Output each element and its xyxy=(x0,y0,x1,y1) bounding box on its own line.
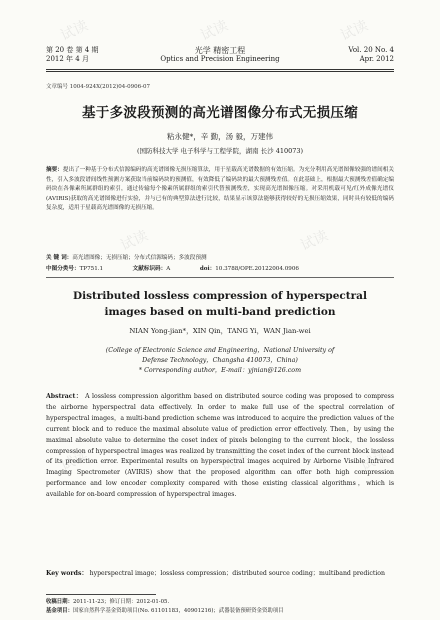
cn-classification xyxy=(46,264,394,272)
en-abstract xyxy=(46,392,394,501)
en-corresponding-author: * Corresponding author，E-mail：yjnian@126.com xyxy=(138,367,302,374)
footnote-fund xyxy=(46,606,284,614)
watermark-7: 试读 xyxy=(218,447,251,475)
en-abstract-label: Abstract： xyxy=(46,393,83,400)
doi-label: doi： xyxy=(199,266,216,272)
en-affil-line1: (College of Electronic Science and Engineering，National University of xyxy=(105,347,335,354)
watermark-1: 试读 xyxy=(58,17,91,45)
journal-name-en: Optics and Precision Engineering xyxy=(160,55,280,63)
en-affil-line2: Defense Technology，Changsha 410073，China) xyxy=(142,357,298,364)
header-vol-en xyxy=(348,46,394,64)
en-title xyxy=(46,288,394,320)
received-label: 收稿日期： xyxy=(46,599,73,605)
cn-abstract-text: 提出了一种基于分布式信源编码的高光谱图像无损压缩算法，用于星载高光谱数据的有效压缩。为充分利用高光谱图像较强的谱间相关性，引入多波段谱间线性预测方案获取当前编码块的预测值，有效降低了编码块的最大预测残差值。在此基础上，根据最大预测残差值确定编码块在各像素所属群组的索引，通过传输每个像素所属群组的索引代替预测残差，实现高光谱图像压缩。对采用机载可见/红外成像光谱仪(AVIRIS)获取的高光谱图像进行实验，并与已有的典型算法进行比较，结果显示该算法能够获得较好的无损压缩效果，同时具有较低的编码复杂度，适用于星载高光谱图像的无损压缩。 xyxy=(46,167,394,212)
en-keywords-text: hyperspectral image；lossless compression；distributed source coding；multiband prediction xyxy=(89,570,386,577)
cn-keywords-text: 高光谱图像；无损压缩；分布式信源编码；多波段预测 xyxy=(72,255,207,261)
watermark-3: 试读 xyxy=(338,17,371,45)
doc-code-label: 文献标识码： xyxy=(132,266,167,272)
cn-abstract-label: 摘要： xyxy=(46,167,63,173)
cn-abstract xyxy=(46,166,394,214)
en-keywords-label: Key words： xyxy=(46,570,88,577)
journal-name-cn: 光学 精密工程 xyxy=(194,46,246,55)
footnote-received xyxy=(46,597,169,605)
watermark-4: 试读 xyxy=(118,227,151,255)
en-affiliation xyxy=(60,346,380,376)
en-authors: NIAN Yong-jian*，XIN Qin，TANG Yi，WAN Jian-wei xyxy=(129,327,311,335)
en-keywords xyxy=(46,569,394,579)
en-abstract-text: A lossless compression algorithm based on distributed source coding was proposed to compress the airborne hyperspectral data effectively. In order to make full use of the spectral correlation of hyperspectral images，a multi-band prediction scheme was introduced to acquire the prediction values of the current block and to reduce the maximal absolute value of prediction error effectively. Then，by using the maximal absolute value to determine the coset index of pixels belonging to the current block，the lossless compression of hyperspectral images was realized by transmitting the coset index of the current block instead of its prediction error. Experimental results on hyperspectral images acquired by Airborne Visible Infrared Imaging Spectrometer (AVIRIS) show that the proposed algorithm can offer both high compression performance and low encoder complexity compared with those existing classical algorithms，which is available for on-board compression of hyperspectral images. xyxy=(46,393,394,499)
clc-value: TP751.1 xyxy=(79,266,104,272)
header-rule-thin xyxy=(46,71,394,72)
cn-title: 基于多波段预测的高光谱图像分布式无损压缩 xyxy=(82,105,358,121)
watermark-8: 试读 xyxy=(358,447,391,475)
watermark-5: 试读 xyxy=(298,227,331,255)
header-date-cn: 2012 年 4 月 xyxy=(46,55,89,63)
clc-label: 中图分类号： xyxy=(46,266,80,272)
header-rule xyxy=(46,69,394,70)
header-volume-en: Vol. 20 No. 4 xyxy=(348,46,394,54)
footnote-rule xyxy=(46,594,156,595)
header-journal xyxy=(46,46,394,64)
received-value: 2011-11-23；修订日期：2012-01-05. xyxy=(72,599,170,605)
en-title-line1: Distributed lossless compression of hyperspectral xyxy=(73,290,367,302)
article-id: 文章编号 1004-924X(2012)04-0906-07 xyxy=(46,84,151,90)
doc-code-value: A xyxy=(166,266,171,272)
header-volume: 第 20 卷 第 4 期 xyxy=(46,46,99,54)
fund-value: 国家自然科学基金资助项目(No. 61101183，40901216)；武器装备预研资金资助项目 xyxy=(72,608,284,614)
cn-affiliation: (国防科技大学 电子科学与工程学院，湖南 长沙 410073) xyxy=(136,147,304,155)
running-header xyxy=(46,46,394,68)
cn-authors: 粘永健*，辛 勤，汤 毅，万建伟 xyxy=(166,132,274,141)
en-title-line2: images based on multi-band prediction xyxy=(104,306,336,318)
watermark-2: 试读 xyxy=(198,17,231,45)
header-date-en: Apr. 2012 xyxy=(359,55,394,63)
fund-label: 基金项目： xyxy=(46,608,73,614)
cn-keywords-label: 关 键 词： xyxy=(46,255,73,261)
cn-section-rule xyxy=(46,277,394,278)
watermark-6: 试读 xyxy=(58,447,91,475)
doi-value: 10.3788/OPE.20122004.0906 xyxy=(215,266,299,272)
